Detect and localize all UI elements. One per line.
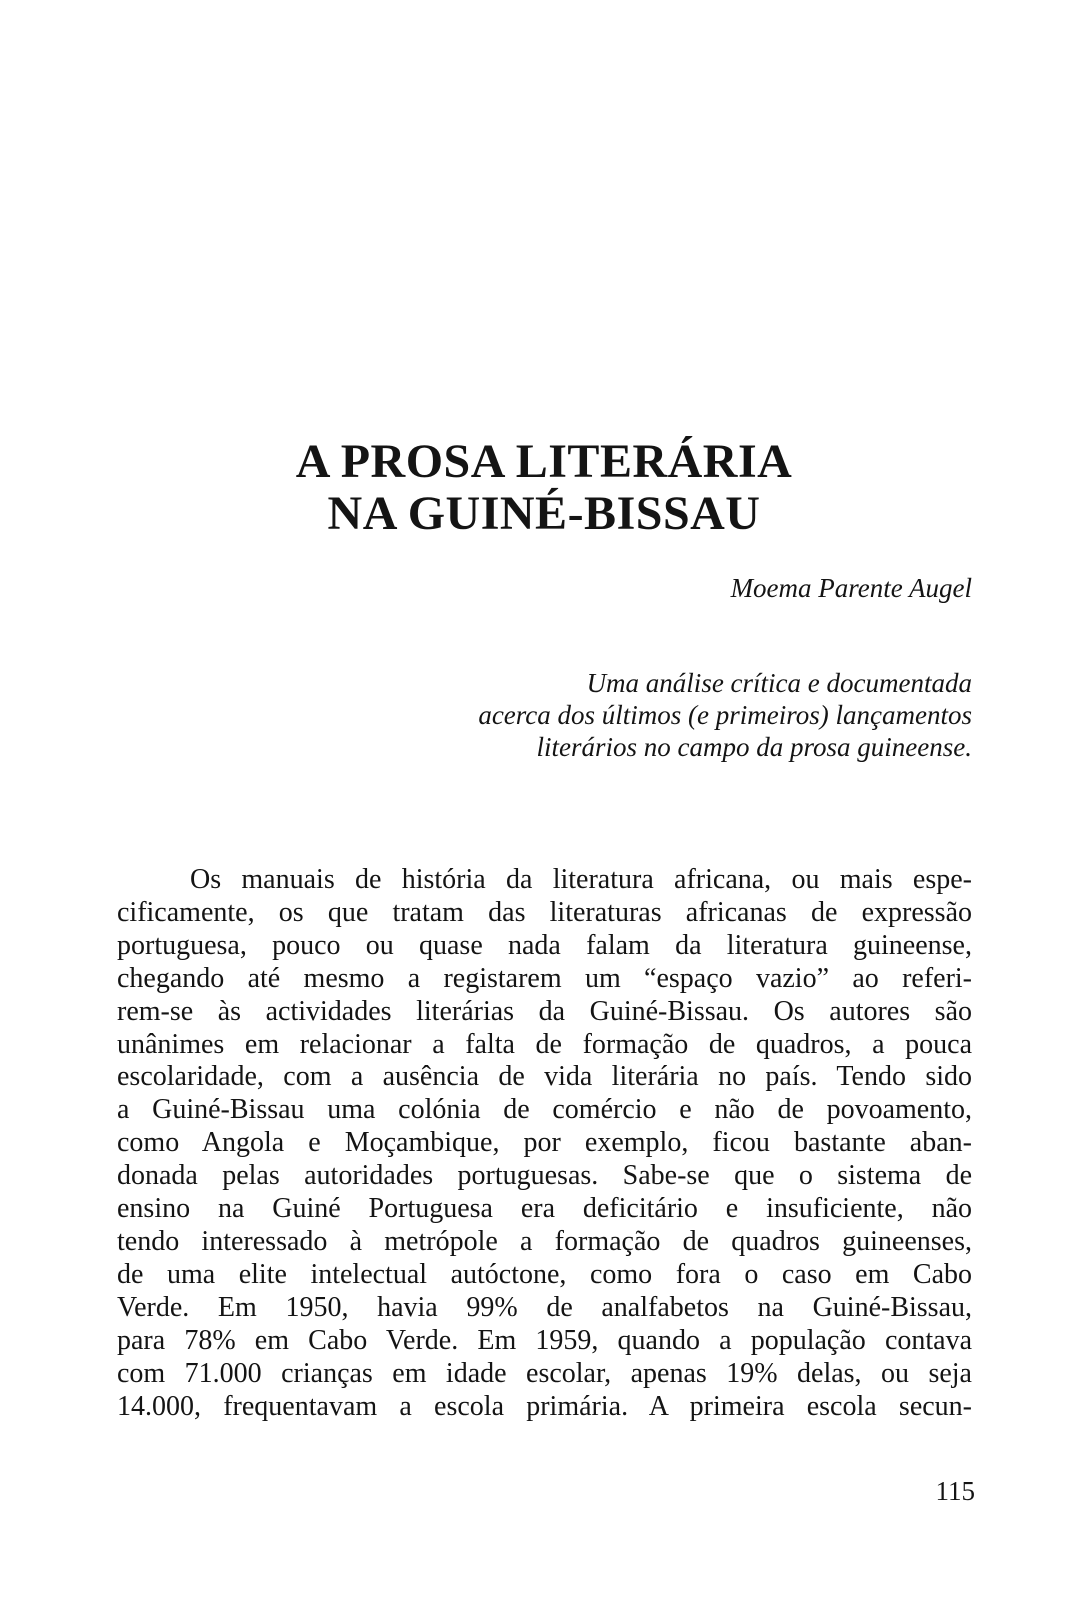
body-line: como Angola e Moçambique, por exemplo, ficou bastante aban-	[117, 1127, 972, 1159]
body-line: Verde. Em 1950, havia 99% de analfabetos na Guiné-Bissau,	[117, 1291, 972, 1323]
epigraph-line: literários no campo da prosa guineense.	[536, 732, 972, 762]
body-line: tendo interessado à metrópole a formação de quadros guineenses,	[117, 1225, 972, 1257]
article-title	[0, 436, 1088, 540]
body-line: com 71.000 crianças em idade escolar, apenas 19% delas, ou seja	[117, 1357, 972, 1389]
page-number: 115	[935, 1476, 975, 1506]
author-name: Moema Parente Augel	[730, 573, 972, 603]
body-line: chegando até mesmo a registarem um “espaço vazio” ao referi-	[117, 962, 972, 994]
title-line-2: NA GUINÉ-BISSAU	[327, 487, 761, 540]
body-line: unânimes em relacionar a falta de formação de quadros, a pouca	[117, 1028, 972, 1060]
body-line: de uma elite intelectual autóctone, como fora o caso em Cabo	[117, 1258, 972, 1290]
body-line: donada pelas autoridades portuguesas. Sabe-se que o sistema de	[117, 1160, 972, 1192]
body-line: para 78% em Cabo Verde. Em 1959, quando a população contava	[117, 1324, 972, 1356]
title-line-1: A PROSA LITERÁRIA	[295, 435, 793, 488]
body-line: portuguesa, pouco ou quase nada falam da literatura guineense,	[117, 929, 972, 961]
body-paragraph	[117, 864, 972, 1423]
body-line: Os manuais de história da literatura africana, ou mais espe-	[190, 864, 972, 895]
body-line: a Guiné-Bissau uma colónia de comércio e não de povoamento,	[117, 1094, 972, 1126]
body-line: ensino na Guiné Portuguesa era deficitário e insuficiente, não	[117, 1193, 972, 1225]
body-line: cificamente, os que tratam das literaturas africanas de expressão	[117, 896, 972, 928]
body-line: escolaridade, com a ausência de vida literária no país. Tendo sido	[117, 1061, 972, 1093]
body-line: rem-se às actividades literárias da Guiné-Bissau. Os autores são	[117, 995, 972, 1027]
epigraph-line: acerca dos últimos (e primeiros) lançamentos	[478, 700, 972, 730]
epigraph-line: Uma análise crítica e documentada	[586, 668, 972, 698]
epigraph	[478, 667, 972, 763]
body-line: 14.000, frequentavam a escola primária. A primeira escola secun-	[117, 1390, 972, 1422]
